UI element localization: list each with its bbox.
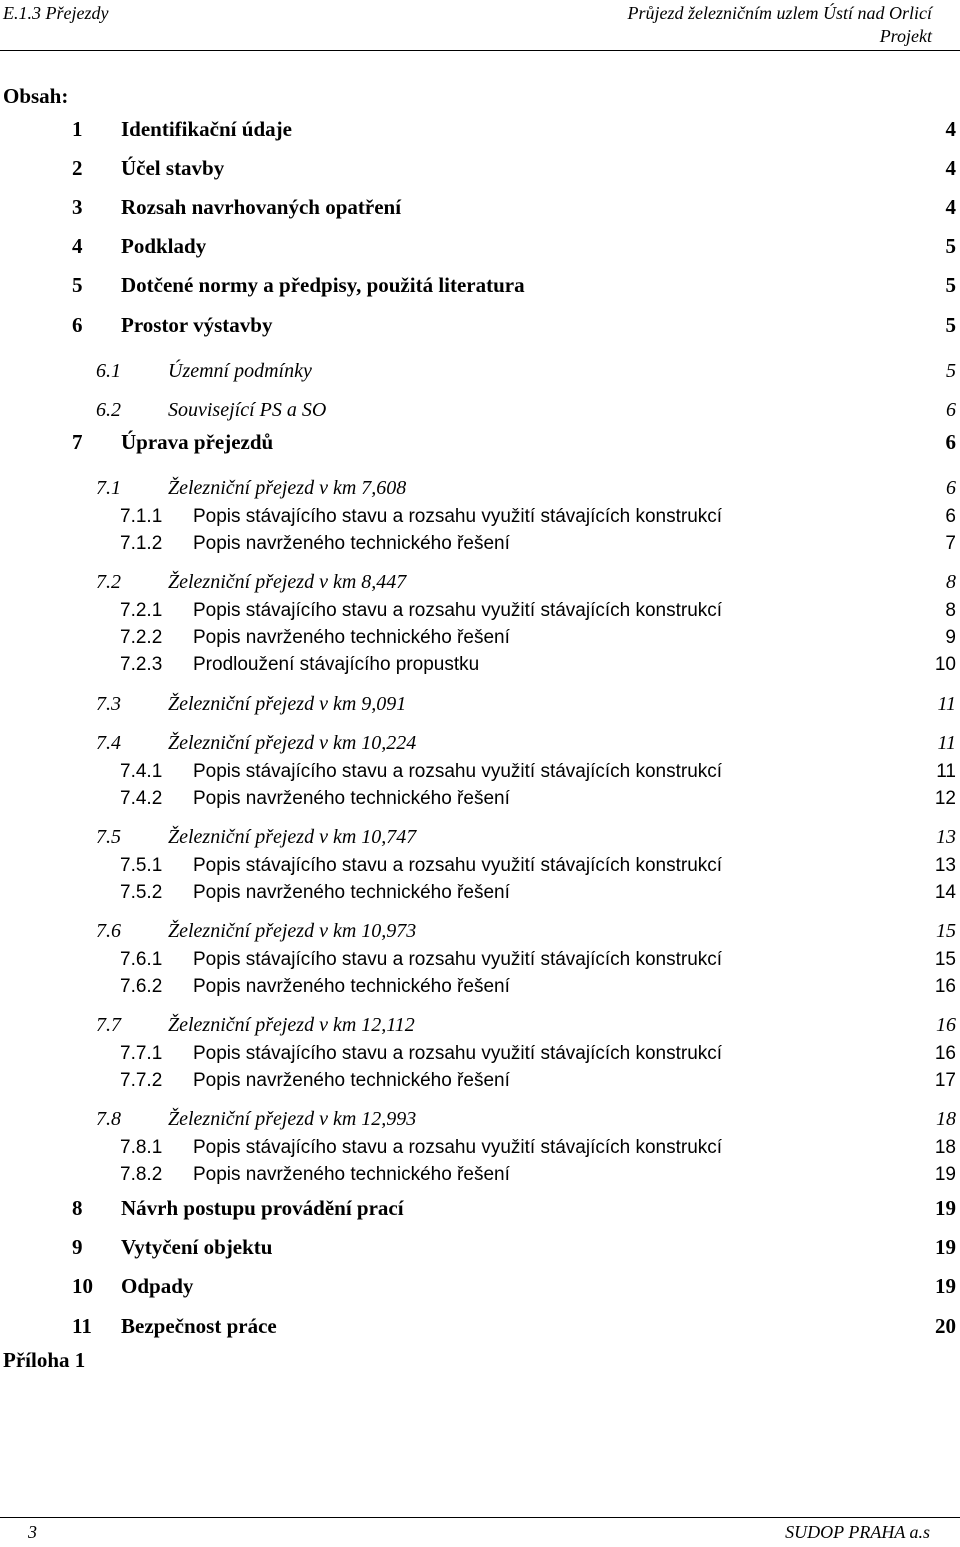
toc-entry[interactable]: [0, 227, 960, 257]
toc-entry-page: 15: [934, 949, 956, 970]
toc-entry-title: Identifikační údaje: [121, 117, 292, 141]
toc-entry-page: 18: [936, 1108, 956, 1130]
toc-entry-title: Popis stávajícího stavu a rozsahu využití stávajících konstrukcí: [193, 855, 723, 876]
toc-entry-page: 5: [945, 273, 956, 297]
toc-entry-title: Úprava přejezdů: [121, 430, 274, 454]
toc-entry-page: 14: [934, 882, 956, 903]
toc-entry-title: Železniční přejezd v km 12,993: [168, 1108, 417, 1130]
toc-entry-page: 19: [935, 1196, 956, 1220]
toc-entry-page: 16: [934, 976, 956, 997]
toc-entry-number: 7.5.2: [120, 882, 163, 903]
toc-entry-page: 16: [936, 1014, 956, 1036]
toc-entry[interactable]: [0, 751, 960, 781]
toc-entry-page: 7: [945, 533, 956, 554]
toc-entry-title: Popis stávajícího stavu a rozsahu využití stávajících konstrukcí: [193, 1137, 723, 1158]
toc-entry-number: 7.1: [96, 477, 121, 499]
toc-entry-number: 2: [72, 156, 83, 180]
toc-entry-page: 5: [945, 234, 956, 258]
toc-entry-title: Železniční přejezd v km 7,608: [168, 477, 407, 499]
toc-entry-page: 18: [934, 1137, 956, 1158]
toc-entry-number: 7.8.2: [120, 1164, 163, 1185]
toc-entry-title: Odpady: [121, 1274, 194, 1298]
toc-entry[interactable]: [0, 939, 960, 969]
toc-entry[interactable]: [0, 149, 960, 179]
toc-entry-number: 7.5: [96, 826, 121, 848]
footer-divider: [0, 1517, 960, 1518]
toc-entry-title: Železniční přejezd v km 9,091: [168, 693, 407, 715]
toc-entry-number: 7.1.1: [120, 506, 163, 527]
toc-entry-title: Vytyčení objektu: [121, 1235, 273, 1259]
toc-entry-title: Popis navrženého technického řešení: [193, 627, 510, 648]
toc-entry-number: 11: [72, 1314, 92, 1338]
toc-entry-number: 7.2.3: [120, 654, 163, 675]
toc-entry-number: 7.6.1: [120, 949, 163, 970]
toc-entry-number: 7.2: [96, 571, 121, 593]
toc-entry-page: 16: [934, 1043, 956, 1064]
toc-entry-number: 7.8.1: [120, 1137, 163, 1158]
toc-entry[interactable]: [0, 523, 960, 553]
toc-entry-page: 5: [945, 313, 956, 337]
toc-entry-number: 6.2: [96, 399, 121, 421]
toc-entry-page: 6: [946, 477, 956, 499]
toc-entry-title: Podklady: [121, 234, 207, 258]
toc-entry-page: 15: [936, 920, 956, 942]
toc-entry-page: 19: [935, 1274, 956, 1298]
toc-entry-title: Popis stávajícího stavu a rozsahu využití stávajících konstrukcí: [193, 949, 723, 970]
toc-entry-page: 6: [945, 506, 956, 527]
header-document-code: E.1.3 Přejezdy: [3, 3, 109, 23]
toc-entry-title: Účel stavby: [121, 156, 225, 180]
toc-entry-number: 7.5.1: [120, 855, 163, 876]
toc-entry-page: 19: [935, 1235, 956, 1259]
toc-entry-title: Prostor výstavby: [121, 313, 273, 337]
toc-entry-page: 13: [934, 855, 956, 876]
toc-entry-number: 7.1.2: [120, 533, 163, 554]
toc-entry-title: Bezpečnost práce: [121, 1314, 277, 1338]
toc-entry[interactable]: [0, 1127, 960, 1157]
toc-entry-page: 6: [945, 430, 956, 454]
toc-entry-title: Železniční přejezd v km 10,224: [168, 732, 417, 754]
toc-entry-title: Popis stávajícího stavu a rozsahu využití stávajících konstrukcí: [193, 600, 723, 621]
toc-entry[interactable]: [0, 684, 960, 714]
toc-entry[interactable]: [0, 1033, 960, 1063]
toc-entry-number: 7.7: [96, 1014, 121, 1036]
toc-entry[interactable]: [0, 562, 960, 592]
toc-entry-title: Popis navrženého technického řešení: [193, 533, 510, 554]
toc-entry-number: 6: [72, 313, 83, 337]
toc-entry-number: 7.6.2: [120, 976, 163, 997]
toc-entry-title: Popis navrženého technického řešení: [193, 882, 510, 903]
toc-entry-number: 1: [72, 117, 83, 141]
toc-entry[interactable]: [0, 351, 960, 381]
toc-entry[interactable]: [0, 845, 960, 875]
toc-entry[interactable]: [0, 496, 960, 526]
toc-entry-title: Popis navrženého technického řešení: [193, 1164, 510, 1185]
toc-entry-number: 6.1: [96, 360, 121, 382]
toc-entry-number: 7.4: [96, 732, 121, 754]
footer-page-number: 3: [28, 1522, 37, 1542]
toc-entry-title: Prodloužení stávajícího propustku: [193, 654, 480, 675]
toc-entry-title: Popis navrženého technického řešení: [193, 1070, 510, 1091]
toc-entry-number: 8: [72, 1196, 83, 1220]
toc-entry-title: Související PS a SO: [168, 399, 327, 421]
toc-entry[interactable]: [0, 817, 960, 847]
toc-entry-number: 4: [72, 234, 83, 258]
toc-entry[interactable]: [0, 468, 960, 498]
toc-entry[interactable]: [0, 617, 960, 647]
toc-entry[interactable]: [0, 1267, 960, 1297]
toc-entry-title: Návrh postupu provádění prací: [121, 1196, 404, 1220]
toc-entry-page: 20: [935, 1314, 956, 1338]
toc-entry[interactable]: [0, 390, 960, 420]
toc-entry-number: 7.4.2: [120, 788, 163, 809]
toc-entry-number: 9: [72, 1235, 83, 1259]
toc-entry[interactable]: [0, 1307, 960, 1337]
toc-entry-title: Popis navrženého technického řešení: [193, 788, 510, 809]
toc-entry-page: 4: [945, 156, 956, 180]
toc-entry[interactable]: [0, 266, 960, 296]
toc-entry-number: 7.7.2: [120, 1070, 163, 1091]
toc-entry[interactable]: [0, 723, 960, 753]
toc-title: Obsah:: [3, 84, 69, 108]
toc-entry-number: 7.2.1: [120, 600, 163, 621]
toc-entry[interactable]: [0, 590, 960, 620]
toc-entry-number: 7.4.1: [120, 761, 163, 782]
toc-entry-page: 17: [934, 1070, 956, 1091]
toc-entry[interactable]: [0, 423, 960, 453]
toc-entry-page: 4: [945, 117, 956, 141]
toc-entry-number: 7.7.1: [120, 1043, 163, 1064]
toc-entry-title: Rozsah navrhovaných opatření: [121, 195, 402, 219]
toc-entry-title: Železniční přejezd v km 8,447: [168, 571, 407, 593]
footer-company: SUDOP PRAHA a.s: [785, 1522, 930, 1542]
toc-entry[interactable]: [0, 1189, 960, 1219]
toc-entry-title: Územní podmínky: [168, 360, 312, 382]
toc-entry[interactable]: [0, 778, 960, 808]
toc-entry-title: Popis stávajícího stavu a rozsahu využití stávajících konstrukcí: [193, 1043, 723, 1064]
toc-entry[interactable]: [0, 110, 960, 140]
toc-entry-number: 7.6: [96, 920, 121, 942]
toc-entry-number: 7.8: [96, 1108, 121, 1130]
toc-entry-page: 6: [946, 399, 956, 421]
toc-entry-number: 10: [72, 1274, 93, 1298]
toc-entry-page: 11: [937, 693, 956, 715]
toc-entry-page: 4: [945, 195, 956, 219]
toc-entry-title: Dotčené normy a předpisy, použitá literatura: [121, 273, 525, 297]
header-phase: Projekt: [879, 26, 932, 46]
toc-entry[interactable]: [0, 644, 960, 674]
toc-entry-number: 5: [72, 273, 83, 297]
toc-entry[interactable]: [0, 1154, 960, 1184]
toc-entry-page: 8: [946, 571, 956, 593]
toc-entry-page: 5: [946, 360, 956, 382]
toc-entry-number: 7: [72, 430, 83, 454]
toc-entry[interactable]: [0, 188, 960, 218]
toc-entry[interactable]: [0, 1060, 960, 1090]
toc-entry[interactable]: [0, 1099, 960, 1129]
toc-entry-number: 7.3: [96, 693, 121, 715]
toc-entry-title: Železniční přejezd v km 12,112: [168, 1014, 415, 1036]
header-project-title: Průjezd železničním uzlem Ústí nad Orlicí: [627, 3, 932, 23]
toc-entry-page: 13: [936, 826, 956, 848]
toc-entry-title: Popis stávajícího stavu a rozsahu využití stávajících konstrukcí: [193, 761, 723, 782]
toc-entry-page: 19: [934, 1164, 956, 1185]
toc-entry-number: 7.2.2: [120, 627, 163, 648]
toc-entry-title: Popis stávajícího stavu a rozsahu využití stávajících konstrukcí: [193, 506, 723, 527]
toc-entry[interactable]: [0, 1005, 960, 1035]
toc-entry-page: 11: [936, 761, 956, 782]
toc-entry[interactable]: [0, 966, 960, 996]
toc-entry-page: 10: [934, 654, 956, 675]
toc-entry[interactable]: [0, 872, 960, 902]
toc-entry[interactable]: [0, 306, 960, 336]
toc-entry[interactable]: [0, 911, 960, 941]
toc-entry-title: Železniční přejezd v km 10,747: [168, 826, 417, 848]
toc-entry[interactable]: [0, 1228, 960, 1258]
toc-entry-page: 9: [945, 627, 956, 648]
appendix-label: Příloha 1: [3, 1348, 86, 1372]
toc-entry-page: 11: [937, 732, 956, 754]
toc-entry-title: Popis navrženého technického řešení: [193, 976, 510, 997]
toc-entry-title: Železniční přejezd v km 10,973: [168, 920, 417, 942]
toc-entry-number: 3: [72, 195, 83, 219]
header-divider: [0, 50, 960, 51]
toc-entry-page: 8: [945, 600, 956, 621]
toc-entry-page: 12: [934, 788, 956, 809]
